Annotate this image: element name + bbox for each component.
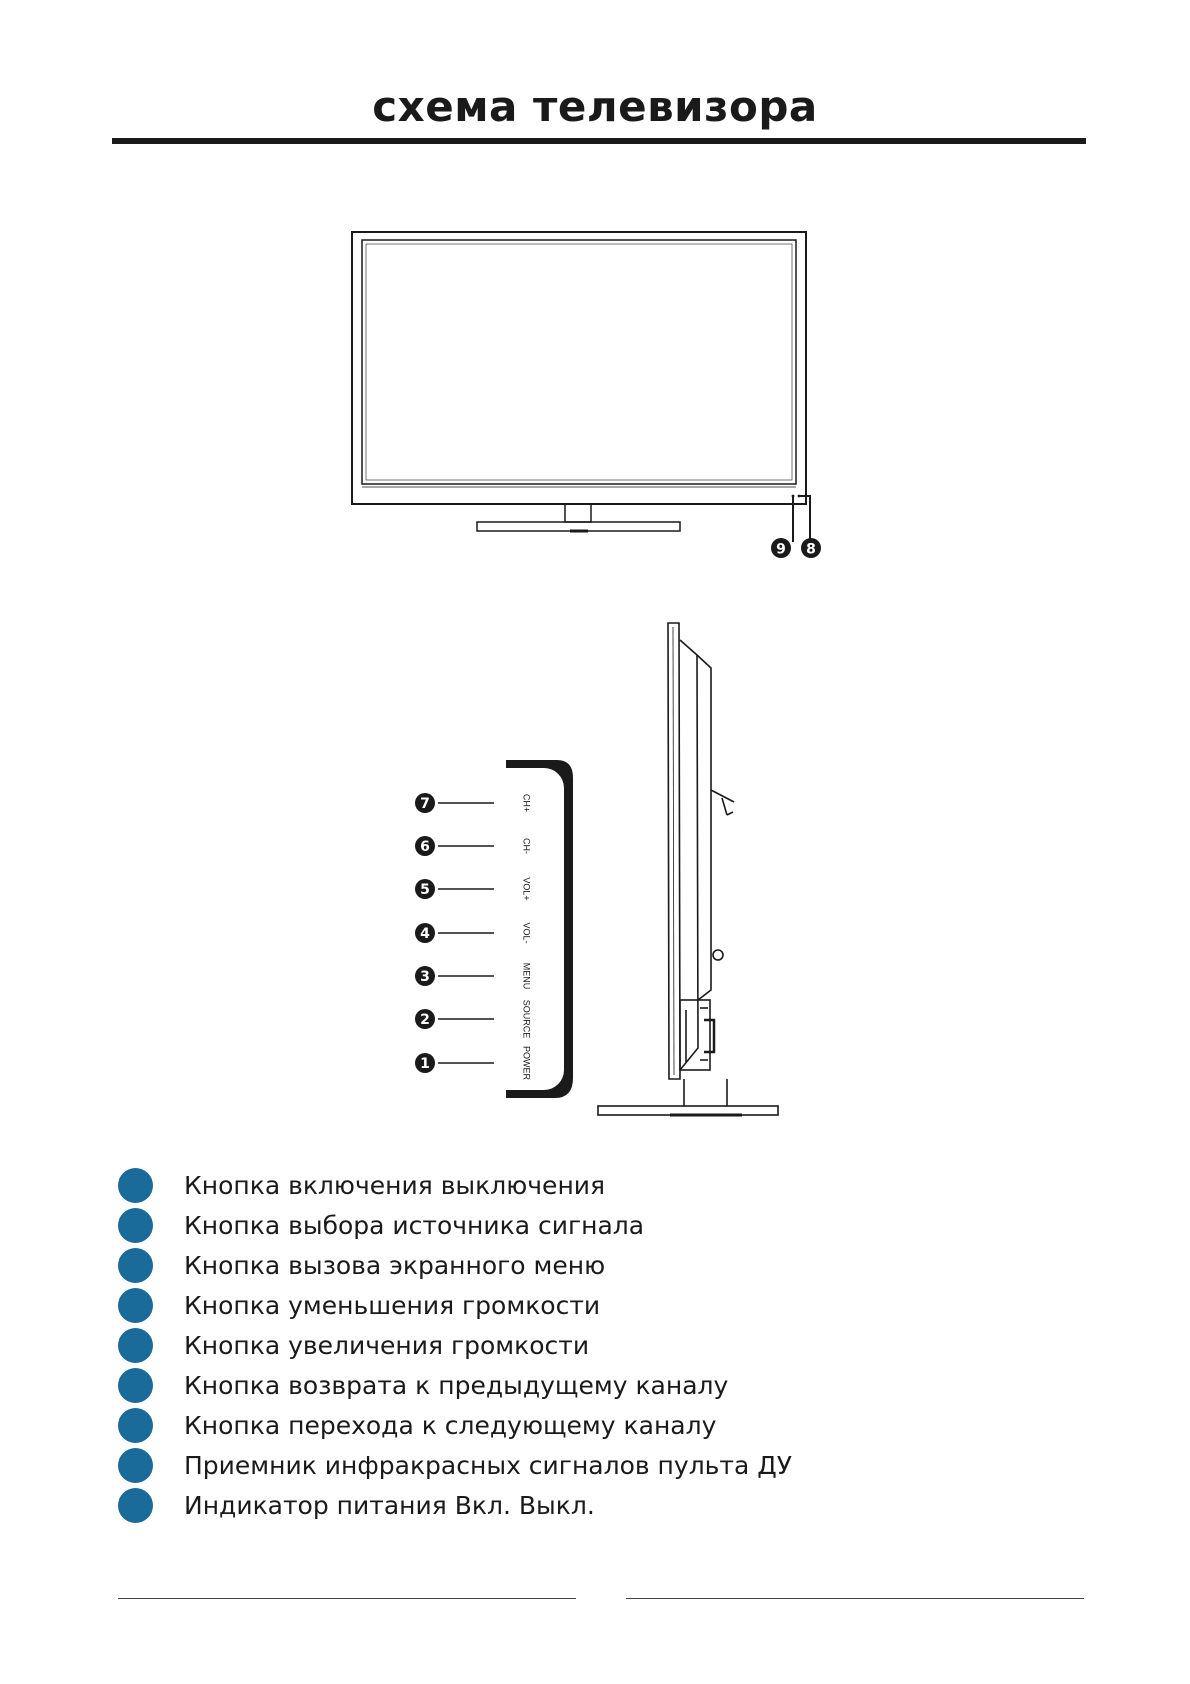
side-callout-6-label: 6 <box>420 839 430 855</box>
legend-marker-icon <box>118 1448 153 1483</box>
side-callout-5 <box>415 879 494 899</box>
side-callout-3 <box>415 966 494 986</box>
legend-item <box>118 1325 792 1365</box>
tv-front-screen-inner <box>366 244 792 480</box>
legend-item <box>118 1205 792 1245</box>
button-label-vol-minusplus: VOL+ <box>521 877 532 901</box>
side-callout-7-label: 7 <box>420 796 430 812</box>
tv-side-view <box>598 623 778 1115</box>
front-callout-9-label: 9 <box>776 541 786 558</box>
side-callout-2-label: 2 <box>420 1012 430 1028</box>
legend-marker-icon <box>118 1408 153 1443</box>
side-callout-7 <box>415 793 494 813</box>
tv-front-screen <box>362 240 796 484</box>
side-callout-4-label: 4 <box>420 926 430 942</box>
legend-marker-icon <box>118 1208 153 1243</box>
page-title: схема телевизора <box>372 82 818 131</box>
legend-item <box>118 1445 792 1485</box>
legend-item-label: Кнопка выбора источника сигнала <box>184 1210 645 1240</box>
legend-marker-icon <box>118 1168 153 1203</box>
footer-rule-left <box>118 1598 576 1599</box>
legend-item <box>118 1485 792 1525</box>
legend-item-label: Кнопка уменьшения громкости <box>184 1290 601 1320</box>
legend-item-label: Кнопка возврата к предыдущему каналу <box>184 1370 729 1400</box>
tv-side-back-inner <box>697 655 711 1000</box>
legend-item-label: Приемник инфракрасных сигналов пульта ДУ <box>184 1450 793 1480</box>
front-callout-9 <box>771 538 791 558</box>
legend-marker-icon <box>118 1368 153 1403</box>
legend-item <box>118 1245 792 1285</box>
tv-side-screw <box>713 950 723 960</box>
legend-item-label: Кнопка перехода к следующему каналу <box>184 1410 717 1440</box>
legend-item-label: Кнопка вызова экранного меню <box>184 1250 606 1280</box>
side-callout-1-label: 1 <box>420 1056 430 1072</box>
tv-front-stand-neck <box>565 504 591 522</box>
button-label-power: POWER <box>521 1045 532 1081</box>
footer-rule-right <box>626 1598 1084 1599</box>
legend-item-label: Кнопка увеличения громкости <box>184 1330 590 1360</box>
tv-front-view <box>352 232 810 542</box>
front-callout-8 <box>801 538 821 558</box>
button-label-ch-minus: CH- <box>521 838 532 854</box>
legend-item <box>118 1165 792 1205</box>
legend-item-label: Индикатор питания Вкл. Выкл. <box>184 1490 595 1520</box>
legend-marker-icon <box>118 1288 153 1323</box>
button-label-vol-minus: VOL- <box>521 922 532 944</box>
side-callout-1 <box>415 1053 494 1073</box>
legend-list <box>118 1165 792 1525</box>
button-label-menu: MENU <box>521 962 532 990</box>
legend-marker-icon <box>118 1248 153 1283</box>
button-label-ch-minusplus: CH+ <box>521 793 532 813</box>
tv-side-back <box>680 640 698 1070</box>
side-callout-5-label: 5 <box>420 882 430 898</box>
front-callout-8-label: 8 <box>806 541 816 558</box>
side-callout-4 <box>415 923 494 943</box>
button-label-source: SOURCE <box>521 999 532 1039</box>
legend-marker-icon <box>118 1328 153 1363</box>
side-callout-2 <box>415 1009 494 1029</box>
side-callout-3-label: 3 <box>420 969 430 985</box>
legend-item <box>118 1285 792 1325</box>
tv-front-bezel <box>352 232 806 504</box>
legend-item <box>118 1365 792 1405</box>
legend-item-label: Кнопка включения выключения <box>184 1170 606 1200</box>
side-callout-6 <box>415 836 494 856</box>
legend-item <box>118 1405 792 1445</box>
button-panel <box>506 760 573 1098</box>
front-leader-8 <box>799 496 810 542</box>
legend-marker-icon <box>118 1488 153 1523</box>
